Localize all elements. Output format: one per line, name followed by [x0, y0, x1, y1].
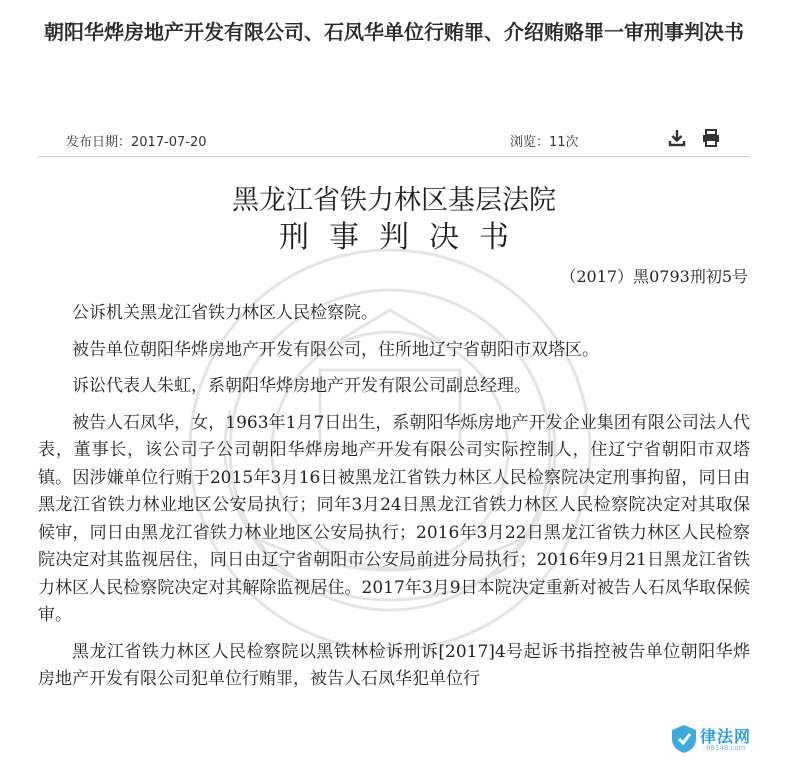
view-count: 浏览：11次 — [510, 135, 579, 150]
judgment-body — [38, 300, 750, 703]
paragraph-indictment: 黑龙江省铁力林区人民检察院以黑铁林检诉刑诉[2017]4号起诉书指控被告单位朝阳华烨房地产开发有限公司犯单位行贿罪，被告人石凤华犯单位行 — [38, 641, 750, 689]
case-number: （2017）黑0793刑初5号 — [560, 267, 748, 286]
paragraph-defendant-person: 被告人石凤华，女，1963年1月7日出生，系朝阳华烁房地产开发企业集团有限公司法人代表，董事长，该公司子公司朝阳华烨房地产开发有限公司实际控制人，住辽宁省朝阳市双塔镇。因涉嫌单位行贿于2015年3月16日被黑龙江省铁力林区人民检察院决定刑事拘留，同日由黑龙江省铁力林业地区公安局执行；同年3月24日黑龙江省铁力林区人民检察院决定对其取保候审，同日由黑龙江省铁力林业地区公安局执行；2016年3月22日黑龙江省铁力林区人民检察院决定对其监视居住，同日由辽宁省朝阳市公安局前进分局执行；2016年9月21日黑龙江省铁力林区人民检察院决定对其解除监视居住。2017年3月9日本院决定重新对被告人石凤华取保候审。 — [38, 412, 750, 625]
court-name: 黑龙江省铁力林区基层法院 — [232, 185, 556, 216]
logo-domain: 88148.com — [706, 744, 746, 752]
paragraph-prosecutor: 公诉机关黑龙江省铁力林区人民检察院。 — [72, 303, 378, 323]
paragraph-defendant-unit: 被告单位朝阳华烨房地产开发有限公司，住所地辽宁省朝阳市双塔区。 — [72, 339, 599, 360]
shield-icon — [668, 723, 700, 755]
logo-name: 律法网 — [700, 727, 752, 746]
print-icon[interactable] — [700, 127, 722, 149]
publish-date: 发布日期：2017-07-20 — [66, 135, 207, 150]
document-type: 刑事判决书 — [279, 220, 529, 255]
paragraph-representative: 诉讼代表人朱虹，系朝阳华烨房地产开发有限公司副总经理。 — [72, 376, 531, 396]
site-logo — [666, 722, 784, 756]
meta-bar — [38, 122, 750, 157]
download-icon[interactable] — [666, 127, 688, 149]
page-title: 朝阳华烨房地产开发有限公司、石凤华单位行贿罪、介绍贿赂罪一审刑事判决书 — [44, 20, 744, 44]
